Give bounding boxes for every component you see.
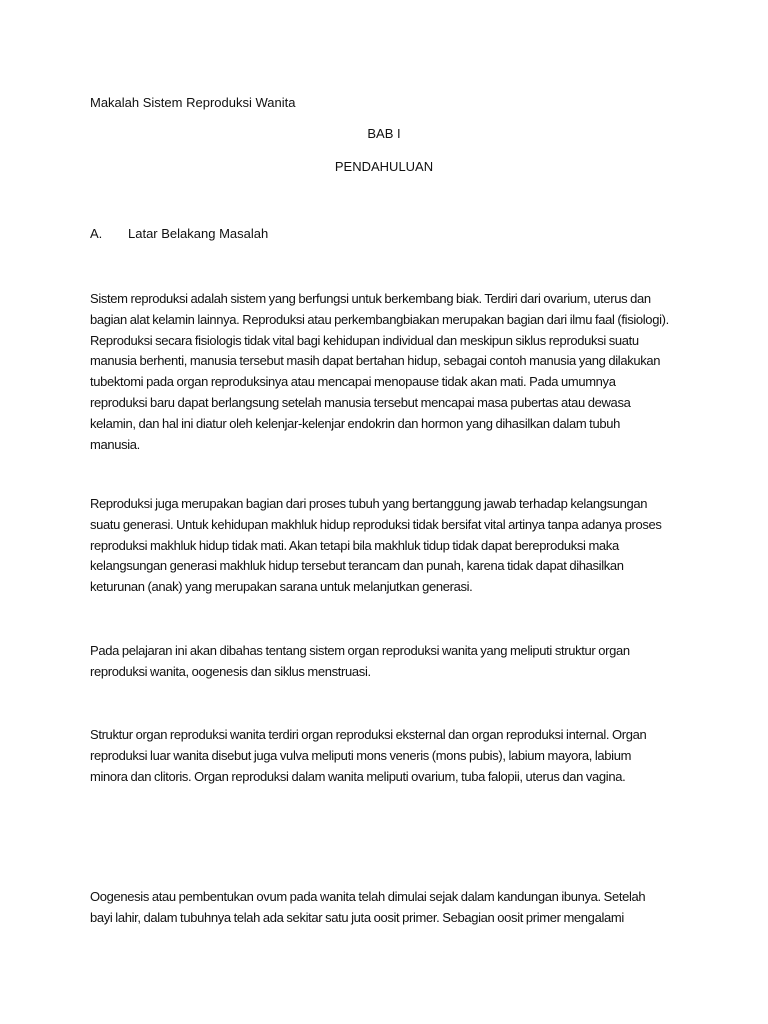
paragraph-reproduksi-generasi: Reproduksi juga merupakan bagian dari proses tubuh yang bertanggung jawab terhadap kelangsungan suatu generasi. Untuk kehidupan makhluk hidup reproduksi tidak bersifat vital artinya tanpa adanya proses reproduksi makhluk hidup tidak mati. Akan tetapi bila makhluk tidup tidak dapat bereproduksi maka kelangsungan generasi makhluk hidup tersebut terancam dan punah, karena tidak dapat dihasilkan keturunan (anak) yang merupakan sarana untuk melanjutkan generasi.: [90, 496, 662, 595]
section-title: Latar Belakang Masalah: [128, 226, 269, 241]
section-heading: [90, 225, 268, 243]
section-letter: A.: [90, 226, 103, 241]
chapter-number: BAB I: [367, 126, 401, 141]
chapter-title: PENDAHULUAN: [334, 159, 434, 174]
paragraph-oogenesis: Oogenesis atau pembentukan ovum pada wanita telah dimulai sejak dalam kandungan ibunya. Setelah bayi lahir, dalam tubuhnya telah ada sekitar satu juta oosit primer. Sebagian oosit primer mengalami: [90, 889, 646, 925]
paragraph-pelajaran: Pada pelajaran ini akan dibahas tentang sistem organ reproduksi wanita yang meliputi struktur organ reproduksi wanita, oogenesis dan siklus menstruasi.: [90, 643, 630, 679]
paragraph-struktur-organ: Struktur organ reproduksi wanita terdiri organ reproduksi eksternal dan organ reproduksi internal. Organ reproduksi luar wanita disebut juga vulva meliputi mons veneris (mons pubis), labium mayora, labium minora dan clitoris. Organ reproduksi dalam wanita meliputi ovarium, tuba falopii, uterus dan vagina.: [90, 727, 647, 784]
document-title: Makalah Sistem Reproduksi Wanita: [90, 95, 296, 110]
paragraph-sistem-reproduksi: Sistem reproduksi adalah sistem yang berfungsi untuk berkembang biak. Terdiri dari ovarium, uterus dan bagian alat kelamin lainnya. Reproduksi atau perkembangbiakan merupakan bagian dari ilmu faal (fisiologi). Reproduksi secara fisiologis tidak vital bagi kehidupan individual dan meskipun siklus reproduksi suatu manusia berhenti, manusia tersebut masih dapat bertahan hidup, sebagai contoh manusia yang dilakukan tubektomi pada organ reproduksinya atau mencapai menopause tidak akan mati. Pada umumnya reproduksi baru dapat berlangsung setelah manusia tersebut mencapai masa pubertas atau dewasa kelamin, dan hal ini diatur oleh kelenjar-kelenjar endokrin dan hormon yang dihasilkan dalam tubuh manusia.: [90, 291, 669, 452]
